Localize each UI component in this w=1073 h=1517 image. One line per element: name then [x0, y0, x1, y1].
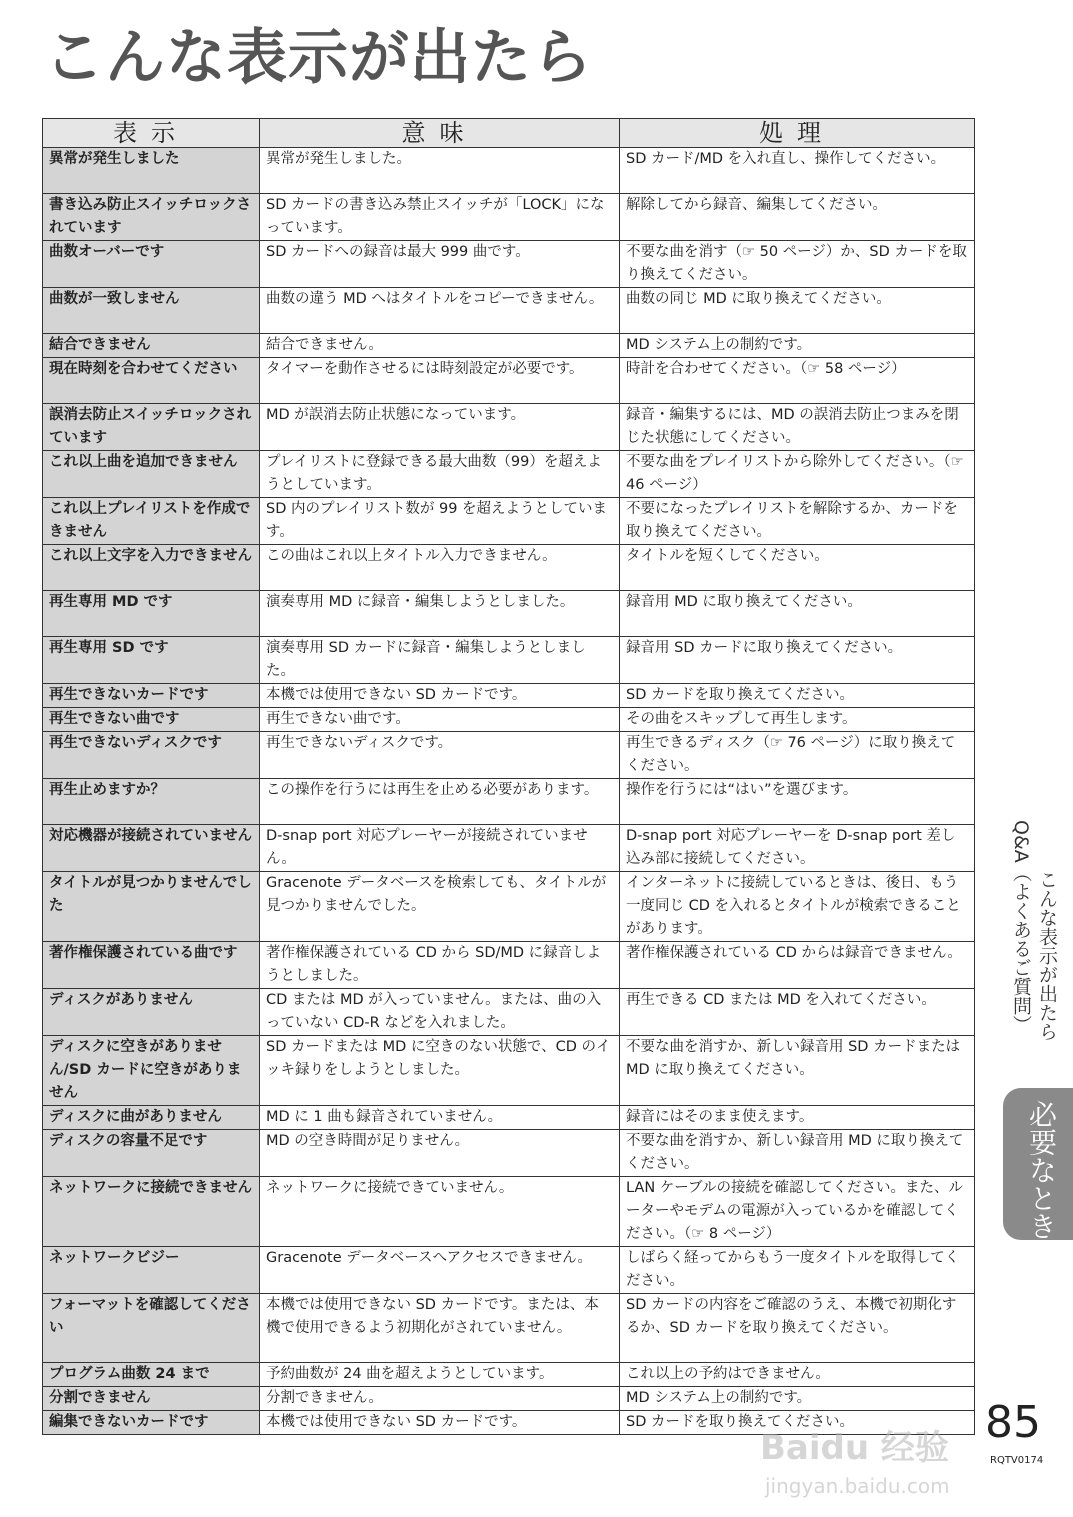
- cell-action: 録音用 MD に取り換えてください。: [620, 591, 975, 637]
- cell-action: 操作を行うには“はい”を選びます。: [620, 779, 975, 825]
- cell-action: これ以上の予約はできません。: [620, 1363, 975, 1387]
- cell-meaning: MD が誤消去防止状態になっています。: [260, 404, 620, 451]
- cell-meaning: この操作を行うには再生を止める必要があります。: [260, 779, 620, 825]
- cell-display: これ以上プレイリストを作成できません: [43, 498, 260, 545]
- chapter-tab-label: 必要なとき: [1025, 1100, 1058, 1240]
- header-action: 処理: [620, 119, 975, 148]
- section-label-qa: Q&A（よくあるご質問）: [1010, 820, 1032, 1034]
- cell-display: ネットワークビジー: [43, 1247, 260, 1294]
- table-row: [43, 872, 975, 942]
- cell-display: 再生止めますか？: [43, 779, 260, 825]
- cell-display: 書き込み防止スイッチロックされています: [43, 194, 260, 241]
- table-row: [43, 1036, 975, 1106]
- table-row: [43, 591, 975, 637]
- table-row: [43, 1247, 975, 1294]
- cell-display: これ以上曲を追加できません: [43, 451, 260, 498]
- cell-action: しばらく経ってからもう一度タイトルを取得してください。: [620, 1247, 975, 1294]
- watermark-logo: Baidu 经验: [760, 1428, 949, 1468]
- cell-meaning: 分割できません。: [260, 1387, 620, 1411]
- cell-meaning: MD の空き時間が足りません。: [260, 1130, 620, 1177]
- cell-action: 不要になったプレイリストを解除するか、カードを取り換えてください。: [620, 498, 975, 545]
- table-row: [43, 451, 975, 498]
- table-row: [43, 498, 975, 545]
- cell-display: 再生できない曲です: [43, 708, 260, 732]
- table-row: [43, 1294, 975, 1363]
- cell-display: フォーマットを確認してください: [43, 1294, 260, 1363]
- cell-display: 結合できません: [43, 334, 260, 358]
- table-row: [43, 545, 975, 591]
- cell-meaning: 再生できないディスクです。: [260, 732, 620, 779]
- table-row: [43, 942, 975, 989]
- cell-action: 解除してから録音、編集してください。: [620, 194, 975, 241]
- cell-meaning: ネットワークに接続できていません。: [260, 1177, 620, 1247]
- cell-action: D-snap port 対応プレーヤーを D-snap port 差し込み部に接続してください。: [620, 825, 975, 872]
- chapter-tab[interactable]: [1003, 1088, 1073, 1240]
- cell-meaning: プレイリストに登録できる最大曲数（99）を超えようとしています。: [260, 451, 620, 498]
- table-row: [43, 1387, 975, 1411]
- cell-action: SD カードを取り換えてください。: [620, 1411, 975, 1435]
- message-table: [42, 118, 975, 1435]
- cell-action: 録音にはそのまま使えます。: [620, 1106, 975, 1130]
- cell-display: 異常が発生しました: [43, 148, 260, 194]
- table-row: [43, 1363, 975, 1387]
- cell-display: 現在時刻を合わせてください: [43, 358, 260, 404]
- cell-action: 録音・編集するには、MD の誤消去防止つまみを閉じた状態にしてください。: [620, 404, 975, 451]
- cell-meaning: 異常が発生しました。: [260, 148, 620, 194]
- cell-action: タイトルを短くしてください。: [620, 545, 975, 591]
- cell-display: 分割できません: [43, 1387, 260, 1411]
- cell-action: 不要な曲をプレイリストから除外してください。（☞ 46 ページ）: [620, 451, 975, 498]
- cell-display: 対応機器が接続されていません: [43, 825, 260, 872]
- cell-display: 再生できないディスクです: [43, 732, 260, 779]
- table-row: [43, 684, 975, 708]
- cell-display: 再生専用 SD です: [43, 637, 260, 684]
- cell-action: その曲をスキップして再生します。: [620, 708, 975, 732]
- table-row: [43, 637, 975, 684]
- table-row: [43, 334, 975, 358]
- cell-meaning: SD カードの書き込み禁止スイッチが「LOCK」になっています。: [260, 194, 620, 241]
- table-row: [43, 1177, 975, 1247]
- cell-display: 誤消去防止スイッチロックされています: [43, 404, 260, 451]
- table-row: [43, 1106, 975, 1130]
- cell-display: タイトルが見つかりませんでした: [43, 872, 260, 942]
- cell-meaning: 曲数の違う MD へはタイトルをコピーできません。: [260, 288, 620, 334]
- cell-action: 曲数の同じ MD に取り換えてください。: [620, 288, 975, 334]
- cell-action: 不要な曲を消すか、新しい録音用 MD に取り換えてください。: [620, 1130, 975, 1177]
- cell-meaning: 演奏専用 SD カードに録音・編集しようとしました。: [260, 637, 620, 684]
- table-row: [43, 194, 975, 241]
- cell-meaning: SD カードまたは MD に空きのない状態で、CD のイッキ録りをしようとしました。: [260, 1036, 620, 1106]
- table-row: [43, 989, 975, 1036]
- cell-action: 再生できる CD または MD を入れてください。: [620, 989, 975, 1036]
- cell-meaning: 本機では使用できない SD カードです。: [260, 684, 620, 708]
- cell-display: プログラム曲数 24 まで: [43, 1363, 260, 1387]
- cell-meaning: タイマーを動作させるには時刻設定が必要です。: [260, 358, 620, 404]
- cell-display: 曲数が一致しません: [43, 288, 260, 334]
- table-row: [43, 708, 975, 732]
- cell-display: ディスクがありません: [43, 989, 260, 1036]
- cell-display: 再生できないカードです: [43, 684, 260, 708]
- table-row: [43, 288, 975, 334]
- cell-meaning: 予約曲数が 24 曲を超えようとしています。: [260, 1363, 620, 1387]
- cell-meaning: 演奏専用 MD に録音・編集しようとしました。: [260, 591, 620, 637]
- cell-action: 不要な曲を消す（☞ 50 ページ）か、SD カードを取り換えてください。: [620, 241, 975, 288]
- cell-meaning: Gracenote データベースへアクセスできません。: [260, 1247, 620, 1294]
- cell-display: 再生専用 MD です: [43, 591, 260, 637]
- cell-display: ディスクに空きがありません/SD カードに空きがありません: [43, 1036, 260, 1106]
- cell-action: LAN ケーブルの接続を確認してください。また、ルーターやモデムの電源が入っているかを確認してください。（☞ 8 ページ）: [620, 1177, 975, 1247]
- cell-meaning: 本機では使用できない SD カードです。または、本機で使用できるよう初期化がされていません。: [260, 1294, 620, 1363]
- cell-action: インターネットに接続しているときは、後日、もう一度同じ CD を入れるとタイトルが検索できることがあります。: [620, 872, 975, 942]
- cell-meaning: 再生できない曲です。: [260, 708, 620, 732]
- table-row: [43, 241, 975, 288]
- watermark-url: jingyan.baidu.com: [765, 1474, 950, 1498]
- cell-action: SD カード/MD を入れ直し、操作してください。: [620, 148, 975, 194]
- cell-display: 著作権保護されている曲です: [43, 942, 260, 989]
- table-row: [43, 732, 975, 779]
- page-title: こんな表示が出たら: [44, 23, 593, 93]
- table-row: [43, 779, 975, 825]
- cell-action: SD カードの内容をご確認のうえ、本機で初期化するか、SD カードを取り換えてください。: [620, 1294, 975, 1363]
- cell-meaning: SD カードへの録音は最大 999 曲です。: [260, 241, 620, 288]
- cell-action: SD カードを取り換えてください。: [620, 684, 975, 708]
- cell-meaning: 結合できません。: [260, 334, 620, 358]
- table-row: [43, 825, 975, 872]
- cell-display: これ以上文字を入力できません: [43, 545, 260, 591]
- table-row: [43, 358, 975, 404]
- cell-meaning: この曲はこれ以上タイトル入力できません。: [260, 545, 620, 591]
- cell-action: 録音用 SD カードに取り換えてください。: [620, 637, 975, 684]
- cell-meaning: SD 内のプレイリスト数が 99 を超えようとしています。: [260, 498, 620, 545]
- table-row: [43, 404, 975, 451]
- cell-meaning: D-snap port 対応プレーヤーが接続されていません。: [260, 825, 620, 872]
- cell-action: 時計を合わせてください。（☞ 58 ページ）: [620, 358, 975, 404]
- cell-display: ディスクの容量不足です: [43, 1130, 260, 1177]
- cell-display: 曲数オーバーです: [43, 241, 260, 288]
- cell-meaning: Gracenote データベースを検索しても、タイトルが見つかりませんでした。: [260, 872, 620, 942]
- cell-meaning: CD または MD が入っていません。または、曲の入っていない CD-R などを入れました。: [260, 989, 620, 1036]
- cell-meaning: MD に 1 曲も録音されていません。: [260, 1106, 620, 1130]
- table-row: [43, 1130, 975, 1177]
- page-number: 85: [985, 1397, 1041, 1448]
- cell-action: MD システム上の制約です。: [620, 1387, 975, 1411]
- cell-display: 編集できないカードです: [43, 1411, 260, 1435]
- cell-action: 再生できるディスク（☞ 76 ページ）に取り換えてください。: [620, 732, 975, 779]
- cell-action: MD システム上の制約です。: [620, 334, 975, 358]
- header-meaning: 意味: [260, 119, 620, 148]
- header-display: 表示: [43, 119, 260, 148]
- cell-display: ネットワークに接続できません: [43, 1177, 260, 1247]
- cell-display: ディスクに曲がありません: [43, 1106, 260, 1130]
- cell-meaning: 著作権保護されている CD から SD/MD に録音しようとしました。: [260, 942, 620, 989]
- cell-meaning: 本機では使用できない SD カードです。: [260, 1411, 620, 1435]
- table-row: [43, 148, 975, 194]
- cell-action: 著作権保護されている CD からは録音できません。: [620, 942, 975, 989]
- document-code: RQTV0174: [990, 1455, 1044, 1466]
- cell-action: 不要な曲を消すか、新しい録音用 SD カードまたは MD に取り換えてください。: [620, 1036, 975, 1106]
- section-label-messages: こんな表示が出たら: [1036, 870, 1058, 1041]
- table-header: [43, 119, 975, 148]
